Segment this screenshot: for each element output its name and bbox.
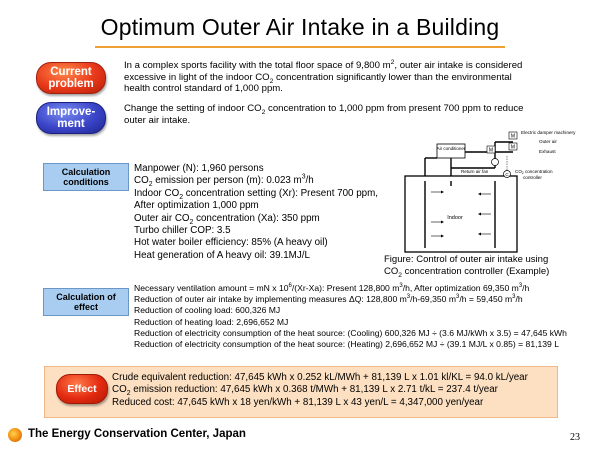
effect-calc-line: Reduction of outer air intake by implementing measures ΔQ: 128,800 $m^3/h-69,350$ $m^3/h = 59,450$ $m^3/h$ xyxy=(134,294,523,305)
electric-damper-label: Electric damper machinery xyxy=(521,130,576,135)
condition-manpower: Manpower (N): 1,960 persons xyxy=(134,163,264,174)
current-problem-badge xyxy=(36,62,106,94)
improvement-label: Improve-ment xyxy=(46,106,96,130)
building-outline xyxy=(405,176,517,252)
current-problem-label: Current problem xyxy=(48,66,94,90)
effect-label: Effect xyxy=(67,383,97,395)
outer-air-label: Outer air xyxy=(539,139,557,144)
effect-calc-line: Necessary ventilation amount = mN x $10^6/(Xr-Xa)$: Present 128,800 $m^3/h$, After optimization 69,350 $m^3/h$ xyxy=(134,283,530,293)
outer-air-control-diagram xyxy=(395,126,595,256)
effect-crude-reduction: Crude equivalent reduction: 47,645 kWh x 0.252 kL/MWh + 81,139 L x 1.01 kl/KL = 94.0 kL/year xyxy=(112,372,528,383)
calculation-conditions-label: Calculation conditions xyxy=(43,163,129,191)
effect-reduced-cost: Reduced cost: 47,645 kWh x 18 yen/kWh + 81,139 L x 43 yen/L = 4,347,000 yen/year xyxy=(112,396,484,408)
effect-calc-line: Reduction of electricity consumption of the heat source: (Cooling) 600,326 MJ ÷ (3.6 MJ/kWh x 3.5) = 47,645 kWh xyxy=(134,327,567,338)
indoor-label: Indoor xyxy=(447,215,463,221)
conditions-list xyxy=(134,163,378,262)
svg-text:M: M xyxy=(510,133,516,140)
effect-results xyxy=(112,372,528,409)
footer-organization: The Energy Conservation Center, Japan xyxy=(28,428,246,440)
co2-controller-label: $CO_2$ concentration xyxy=(515,169,553,175)
figure-caption: Figure: Control of outer air intake using $CO_2$ concentration controller (Example) xyxy=(384,254,550,279)
condition-outer-air: Outer air $CO_2$ concentration (Xa): 350 ppm xyxy=(134,212,320,226)
condition-chiller: Turbo chiller COP: 3.5 xyxy=(134,225,231,237)
svg-text:controller: controller xyxy=(523,175,542,180)
svg-text:M: M xyxy=(510,144,516,151)
calculation-of-effect-label: Calculation of effect xyxy=(43,288,129,316)
air-conditioner-label: Air conditioner xyxy=(436,146,466,151)
condition-after-optimization: After optimization 1,000 ppm xyxy=(134,200,259,212)
effect-badge xyxy=(56,374,108,404)
effect-calc-line: Reduction of electricity consumption of the heat source: (Heating) 2,696,652 MJ ÷ (39.1 MJ/L x 0.85) = 81,139 L xyxy=(134,339,560,350)
condition-heat-generation: Heat generation of A heavy oil: 39.1MJ/L xyxy=(134,249,310,261)
condition-indoor-setting: Indoor $CO_2$ concentration setting (Xr): Present 700 ppm, xyxy=(134,187,378,201)
condition-co2-per-person: $CO_2$ emission per person (m): 0.023 $m^3/h$ xyxy=(134,174,314,189)
improvement-badge xyxy=(36,102,106,134)
eccj-logo-icon xyxy=(8,428,22,442)
improvement-text: Change the setting of indoor $CO_2$ concentration to 1,000 ppm from present 700 ppm to reduce outer air intake. xyxy=(124,103,524,126)
exhaust-label: Exhaust xyxy=(539,149,556,154)
effect-calc-line: Reduction of heating load: 2,696,652 MJ xyxy=(134,316,289,327)
effect-co2-reduction: $CO_2$ emission reduction: 47,645 kWh x 0.368 t/MWh + 81,139 L x 2.71 t/kL = 237.4 t/year xyxy=(112,384,498,398)
svg-text:C: C xyxy=(505,172,509,177)
svg-text:M: M xyxy=(488,147,494,154)
page-title: Optimum Outer Air Intake in a Building xyxy=(100,14,500,40)
effect-calculation-list xyxy=(134,283,567,350)
condition-boiler: Hot water boiler efficiency: 85% (A heavy oil) xyxy=(134,237,328,249)
effect-calc-line: Reduction of cooling load: 600,326 MJ xyxy=(134,305,281,316)
title-underline xyxy=(95,46,505,48)
page-number: 23 xyxy=(570,432,580,443)
problem-text: In a complex sports facility with the total floor space of 9,800 $m^2$, outer air intake is considered excessive in light of the indoor $CO_2$ concentration significantly lower than the environmental health control standard of 1,000 ppm. xyxy=(124,58,523,94)
return-air-fan-label: Return air fan xyxy=(461,169,489,174)
